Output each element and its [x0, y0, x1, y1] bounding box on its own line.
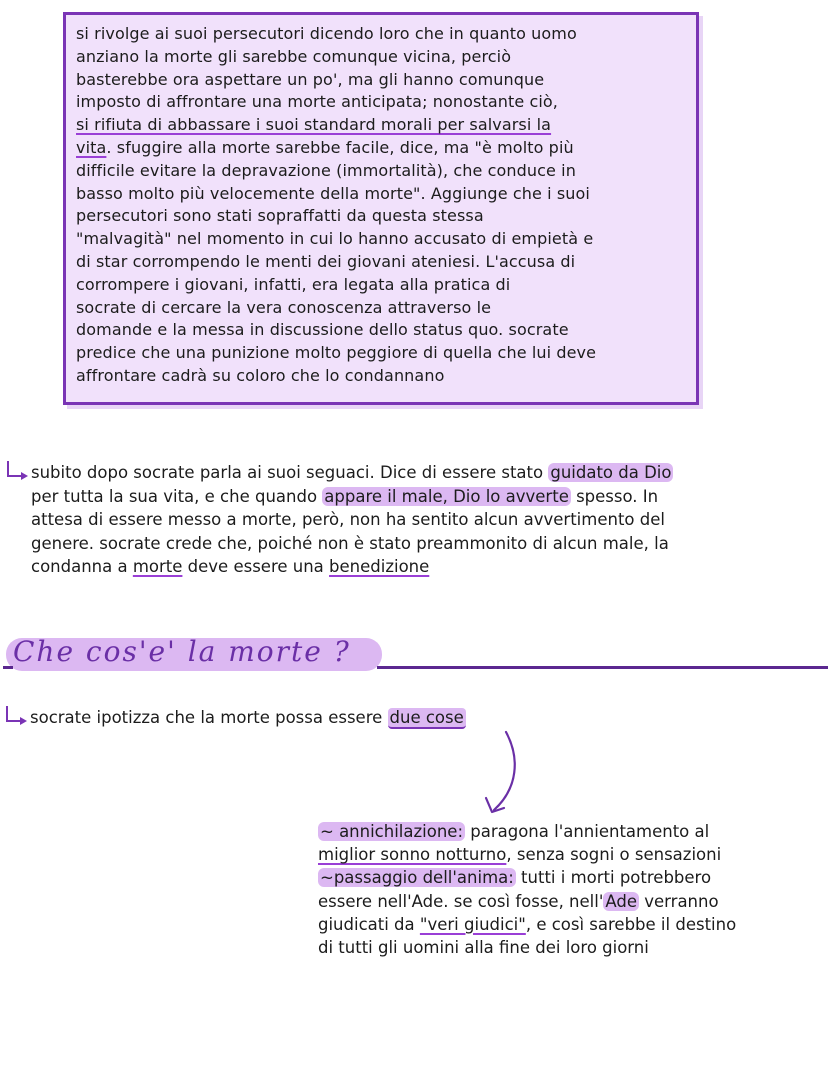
text: condanna a: [31, 557, 133, 576]
underline: benedizione: [329, 557, 430, 576]
text: giudicati da: [318, 914, 420, 934]
quote-text: [76, 23, 686, 388]
page-title: Che cos'e' la morte ?: [13, 635, 351, 668]
text: genere. socrate crede che, poiché non è stato preammonito di alcun male, la: [31, 533, 669, 553]
text: per tutta la sua vita, e che quando: [31, 486, 323, 506]
quote-highlight: si rifiuta di abbassare i suoi standard morali per salvarsi la: [76, 115, 552, 135]
text: socrate ipotizza che la morte possa essere: [30, 708, 388, 727]
text: attesa di essere messo a morte, però, non ha sentito alcun avvertimento del: [31, 510, 665, 529]
quote-line: imposto di affrontare una morte anticipata; nonostante ciò,: [76, 92, 558, 112]
quote-line: . sfuggire alla morte sarebbe facile, dice, ma "è molto più: [106, 137, 574, 157]
quote-line: si rivolge ai suoi persecutori dicendo loro che in quanto uomo: [76, 24, 577, 43]
quote-line: persecutori sono stati sopraffatti da questa stessa: [76, 206, 484, 226]
text: tutti i morti potrebbero: [515, 868, 712, 888]
heading-rule: [377, 666, 828, 669]
text: deve essere una: [182, 557, 330, 576]
text: paragona l'annientamento al: [465, 822, 710, 841]
quote-line: basso molto più velocemente della morte". Aggiunge che i suoi: [76, 183, 590, 203]
quote-highlight: vita: [76, 137, 107, 157]
text: spesso. In: [570, 486, 659, 506]
underline: morte: [132, 557, 183, 576]
highlight: due cose: [389, 708, 464, 727]
quote-line: affrontare cadrà su coloro che lo condannano: [76, 365, 445, 385]
highlight: ~ annichilazione:: [320, 822, 463, 841]
heading-rule: [3, 666, 13, 669]
underline: "veri giudici": [419, 914, 526, 934]
highlight: ~passaggio dell'anima:: [320, 868, 514, 888]
text: verranno: [639, 891, 719, 911]
text: di tutti gli uomini alla fine dei loro giorni: [318, 938, 649, 958]
quote-box: [63, 12, 699, 405]
paragraph-due-cose: [318, 820, 818, 959]
paragraph-ipotesi: [30, 708, 466, 727]
quote-line: difficile evitare la depravazione (immortalità), che conduce in: [76, 160, 576, 180]
curved-arrow-icon: [480, 728, 530, 820]
quote-line: anziano la morte gli sarebbe comunque vicina, perciò: [76, 46, 512, 66]
bullet-arrow-icon: [7, 461, 23, 477]
underline: miglior sonno notturno: [318, 845, 507, 865]
highlight: appare il male, Dio lo avverte: [324, 486, 569, 506]
text: , e così sarebbe il destino: [525, 914, 737, 934]
text: subito dopo socrate parla ai suoi seguaci. Dice di essere stato: [31, 463, 549, 482]
bullet-arrow-icon: [6, 706, 22, 722]
paragraph-seguaci: [31, 461, 811, 579]
quote-line: corrompere i giovani, infatti, era legata alla pratica di: [76, 274, 511, 294]
quote-line: socrate di cercare la vera conoscenza attraverso le: [76, 297, 492, 317]
highlight: guidato da Dio: [550, 463, 672, 482]
highlight: Ade: [605, 891, 637, 911]
quote-line: domande e la messa in discussione dello status quo. socrate: [76, 320, 569, 340]
section-heading: [3, 635, 828, 675]
quote-line: di star corrompendo le menti dei giovani ateniesi. L'accusa di: [76, 251, 576, 271]
text: , senza sogni o sensazioni: [506, 845, 722, 865]
quote-line: predice che una punizione molto peggiore di quella che lui deve: [76, 343, 597, 363]
quote-line: basterebbe ora aspettare un po', ma gli hanno comunque: [76, 69, 545, 89]
quote-line: "malvagità" nel momento in cui lo hanno accusato di empietà e: [76, 229, 594, 249]
text: essere nell'Ade. se così fosse, nell': [318, 891, 604, 911]
